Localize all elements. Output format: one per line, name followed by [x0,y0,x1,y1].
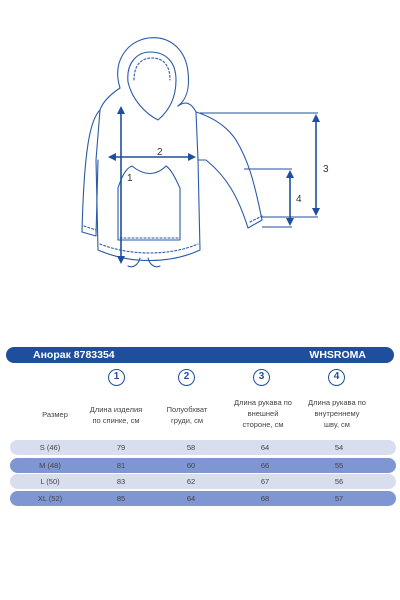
value-cell: 85 [116,494,126,503]
column-header-1: Длина изделия по спинке, см [89,405,143,425]
column-number-3: 3 [253,369,270,386]
value-cell: 57 [334,494,344,503]
column-header-4: Длина рукава по внутреннему шву, см [308,398,366,429]
measure-label-4: 4 [296,194,302,205]
right-sleeve [196,112,262,228]
value-cell: 79 [116,443,126,452]
value-cell: 83 [116,477,126,486]
column-number-2: 2 [178,369,195,386]
size-cell: S (46) [39,443,61,452]
product-title: Анорак 8783354 [33,349,115,361]
table-row [10,474,396,489]
measure-label-1: 1 [127,173,133,184]
size-header: Размер [42,410,68,419]
value-cell: 56 [334,477,344,486]
drawcord-right [148,258,160,267]
column-header-3: Длина рукава по внешней стороне, см [234,398,292,429]
value-cell: 64 [260,443,270,452]
value-cell: 66 [260,461,270,470]
size-cell: M (48) [39,461,61,470]
value-cell: 58 [186,443,196,452]
value-cell: 64 [186,494,196,503]
size-cell: L (50) [40,477,60,486]
column-number-4: 4 [328,369,345,386]
table-row [10,491,396,506]
value-cell: 67 [260,477,270,486]
column-number-1: 1 [108,369,125,386]
value-cell: 60 [186,461,196,470]
brand-name: WHSROMA [309,349,366,361]
product-banner [6,347,394,363]
value-cell: 54 [334,443,344,452]
table-row [10,440,396,455]
value-cell: 62 [186,477,196,486]
hood-stitch [134,58,170,80]
value-cell: 81 [116,461,126,470]
value-cell: 55 [334,461,344,470]
hood-opening [128,52,176,120]
value-cell: 68 [260,494,270,503]
size-cell: XL (52) [37,494,63,503]
table-row [10,458,396,473]
measure-label-3: 3 [323,164,329,175]
column-header-2: Полуобхват груди, см [166,405,208,425]
measure-label-2: 2 [157,147,163,158]
